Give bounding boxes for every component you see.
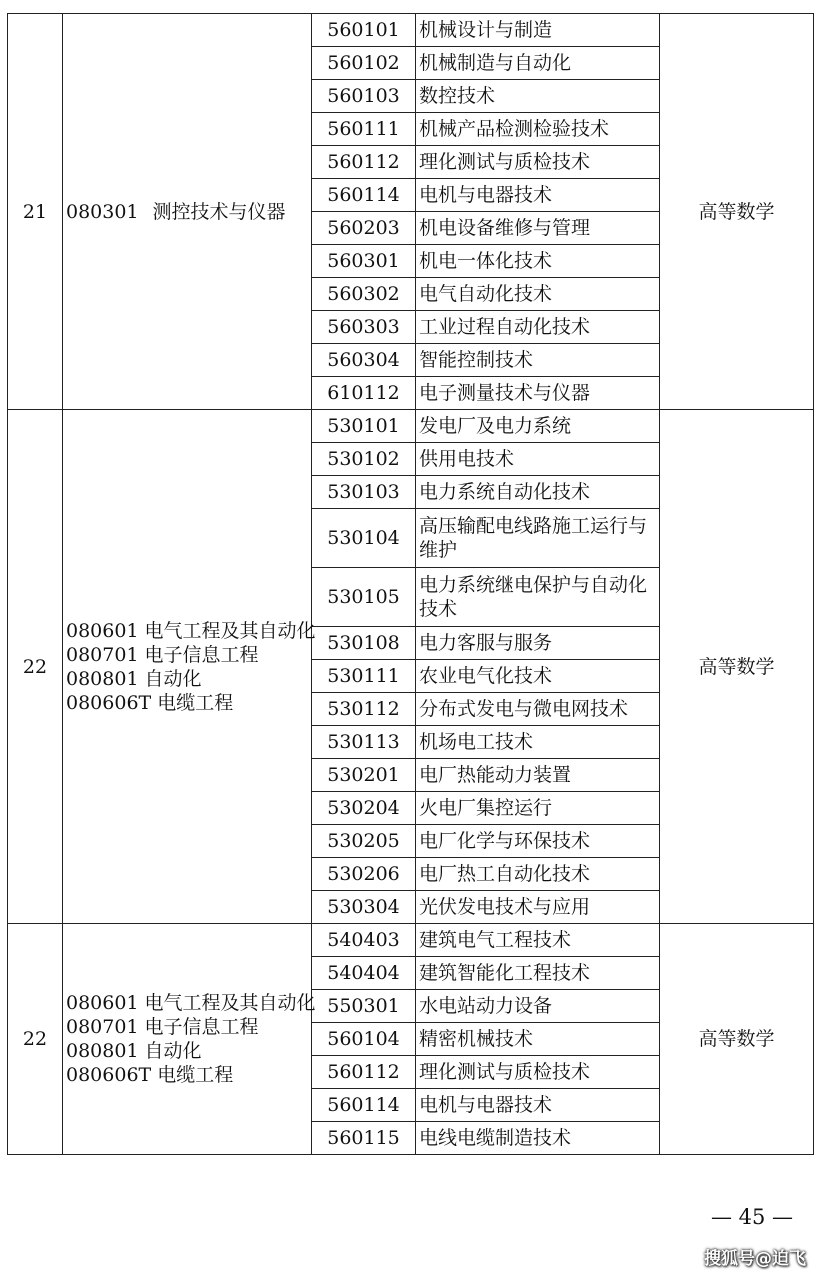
vocational-code: 530113 — [312, 726, 416, 759]
vocational-name: 机场电工技术 — [416, 726, 660, 759]
undergrad-majors — [63, 924, 316, 1155]
vocational-code: 560303 — [312, 311, 416, 344]
vocational-code: 560112 — [312, 146, 416, 179]
vocational-code: 530304 — [312, 891, 416, 924]
undergrad-name: 电子信息工程 — [144, 1016, 259, 1038]
undergrad-majors — [63, 410, 316, 924]
undergrad-major — [66, 200, 311, 224]
vocational-code: 560103 — [312, 80, 416, 113]
vocational-code: 560101 — [312, 14, 416, 47]
vocational-code: 560111 — [312, 113, 416, 146]
undergrad-name: 自动化 — [144, 667, 202, 690]
vocational-name: 电力系统继电保护与自动化技术 — [416, 568, 660, 627]
vocational-name: 数控技术 — [416, 80, 660, 113]
vocational-code: 560302 — [312, 278, 416, 311]
exam-subject: 高等数学 — [660, 924, 814, 1155]
vocational-name: 精密机械技术 — [416, 1023, 660, 1056]
vocational-code: 530201 — [312, 759, 416, 792]
undergrad-major — [66, 1063, 311, 1087]
undergrad-code: 080801 — [66, 667, 139, 690]
undergrad-major — [66, 1015, 311, 1039]
vocational-code: 560301 — [312, 245, 416, 278]
vocational-name: 理化测试与质检技术 — [416, 146, 660, 179]
exam-subject: 高等数学 — [660, 14, 814, 410]
vocational-name: 建筑电气工程技术 — [416, 924, 660, 957]
vocational-name: 火电厂集控运行 — [416, 792, 660, 825]
vocational-name: 建筑智能化工程技术 — [416, 957, 660, 990]
vocational-name: 理化测试与质检技术 — [416, 1056, 660, 1089]
vocational-code: 530105 — [312, 568, 416, 627]
undergrad-name: 电缆工程 — [157, 691, 234, 714]
vocational-code: 530104 — [312, 509, 416, 568]
vocational-code: 610112 — [312, 377, 416, 410]
vocational-name: 电机与电器技术 — [416, 1089, 660, 1122]
vocational-name: 电厂化学与环保技术 — [416, 825, 660, 858]
vocational-code: 560102 — [312, 47, 416, 80]
group-index: 22 — [8, 924, 63, 1155]
undergrad-code: 080606T — [66, 691, 152, 714]
vocational-name: 农业电气化技术 — [416, 660, 660, 693]
undergrad-major — [66, 1039, 311, 1063]
exam-subject: 高等数学 — [660, 410, 814, 924]
vocational-code: 530103 — [312, 476, 416, 509]
vocational-code: 540403 — [312, 924, 416, 957]
vocational-code: 560114 — [312, 1089, 416, 1122]
vocational-name: 机械设计与制造 — [416, 14, 660, 47]
vocational-name: 机电设备维修与管理 — [416, 212, 660, 245]
vocational-name: 电机与电器技术 — [416, 179, 660, 212]
undergrad-code: 080606T — [66, 1064, 152, 1086]
vocational-name: 电气自动化技术 — [416, 278, 660, 311]
undergrad-major — [66, 619, 316, 643]
vocational-name: 机械制造与自动化 — [416, 47, 660, 80]
undergrad-name: 电气工程及其自动化 — [144, 619, 316, 642]
vocational-code: 530111 — [312, 660, 416, 693]
group-index: 21 — [8, 14, 63, 410]
table-row — [8, 924, 814, 957]
vocational-code: 560104 — [312, 1023, 416, 1056]
undergrad-name: 测控技术与仪器 — [152, 200, 286, 223]
undergrad-majors — [63, 14, 312, 410]
vocational-name: 分布式发电与微电网技术 — [416, 693, 660, 726]
undergrad-code: 080601 — [66, 992, 139, 1014]
undergrad-code: 080301 — [66, 200, 139, 223]
vocational-code: 530101 — [312, 410, 416, 443]
vocational-name: 供用电技术 — [416, 443, 660, 476]
undergrad-name: 电缆工程 — [157, 1064, 234, 1086]
vocational-name: 水电站动力设备 — [416, 990, 660, 1023]
page-number: — 45 — — [710, 1205, 794, 1229]
vocational-code: 540404 — [312, 957, 416, 990]
undergrad-major — [66, 643, 311, 667]
vocational-name: 智能控制技术 — [416, 344, 660, 377]
vocational-code: 530206 — [312, 858, 416, 891]
vocational-code: 560112 — [312, 1056, 416, 1089]
undergrad-major — [66, 991, 316, 1015]
majors-table-body — [8, 14, 814, 1155]
undergrad-code: 080801 — [66, 1040, 139, 1062]
vocational-name: 电厂热工自动化技术 — [416, 858, 660, 891]
vocational-name: 电力系统自动化技术 — [416, 476, 660, 509]
vocational-name: 机械产品检测检验技术 — [416, 113, 660, 146]
table-row — [8, 410, 814, 443]
undergrad-major — [66, 691, 311, 715]
vocational-name: 高压输配电线路施工运行与维护 — [416, 509, 660, 568]
vocational-code: 560304 — [312, 344, 416, 377]
vocational-code: 530112 — [312, 693, 416, 726]
undergrad-code: 080601 — [66, 619, 139, 642]
undergrad-name: 自动化 — [144, 1040, 202, 1062]
vocational-code: 530205 — [312, 825, 416, 858]
vocational-code: 560114 — [312, 179, 416, 212]
majors-table — [7, 13, 814, 1155]
vocational-code: 530102 — [312, 443, 416, 476]
undergrad-name: 电气工程及其自动化 — [144, 992, 316, 1014]
vocational-name: 电力客服与服务 — [416, 627, 660, 660]
vocational-code: 560115 — [312, 1122, 416, 1155]
undergrad-major — [66, 667, 311, 691]
vocational-code: 560203 — [312, 212, 416, 245]
vocational-name: 电线电缆制造技术 — [416, 1122, 660, 1155]
undergrad-code: 080701 — [66, 1016, 139, 1038]
vocational-name: 工业过程自动化技术 — [416, 311, 660, 344]
vocational-name: 电厂热能动力装置 — [416, 759, 660, 792]
undergrad-code: 080701 — [66, 643, 139, 666]
vocational-code: 550301 — [312, 990, 416, 1023]
undergrad-name: 电子信息工程 — [144, 643, 259, 666]
watermark: 搜狐号@迫飞 — [704, 1249, 806, 1269]
vocational-name: 发电厂及电力系统 — [416, 410, 660, 443]
vocational-code: 530108 — [312, 627, 416, 660]
vocational-name: 电子测量技术与仪器 — [416, 377, 660, 410]
group-index: 22 — [8, 410, 63, 924]
table-row — [8, 14, 814, 47]
vocational-code: 530204 — [312, 792, 416, 825]
vocational-name: 机电一体化技术 — [416, 245, 660, 278]
vocational-name: 光伏发电技术与应用 — [416, 891, 660, 924]
